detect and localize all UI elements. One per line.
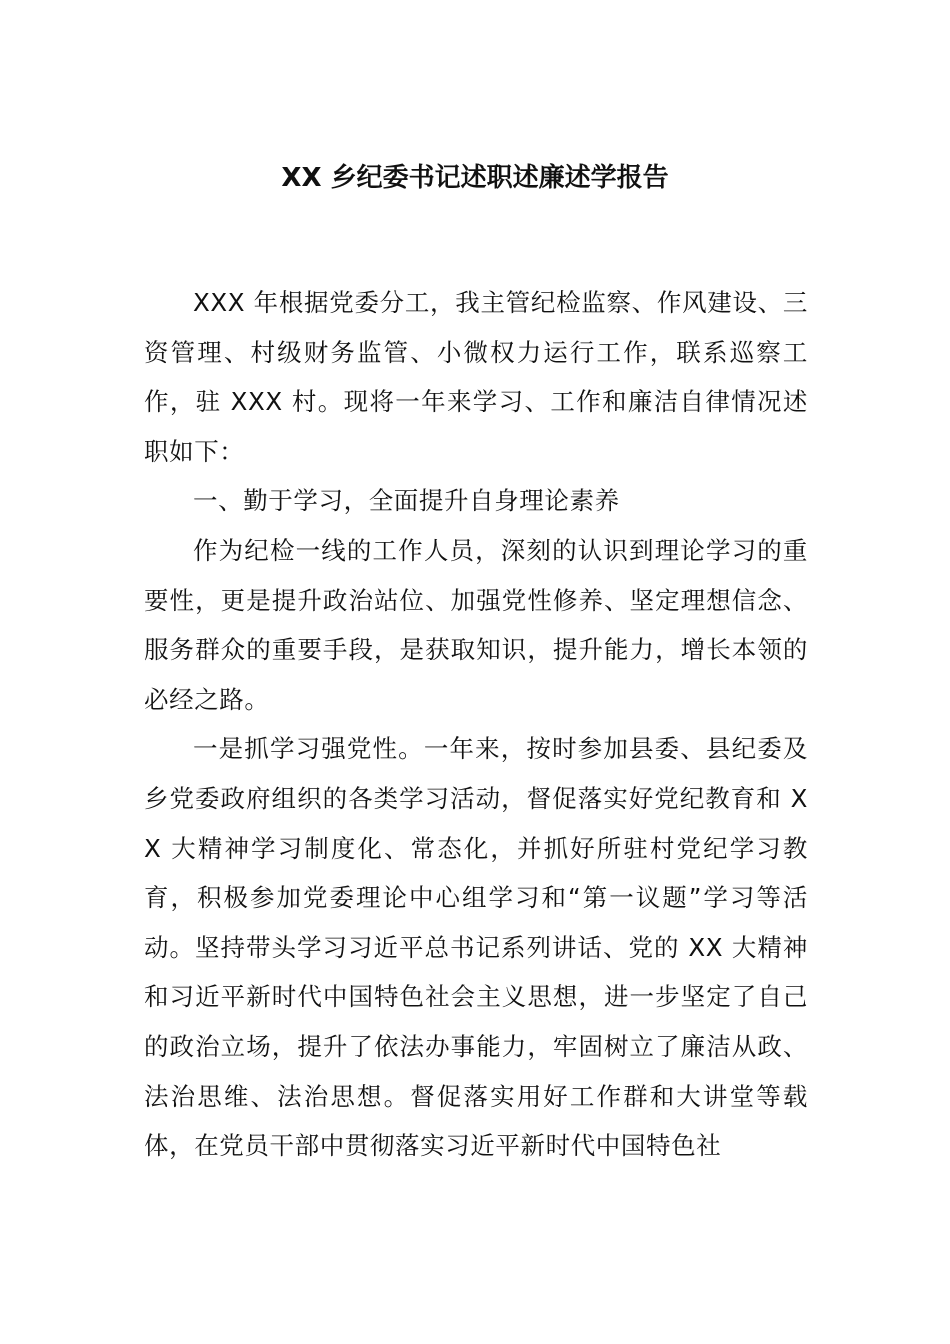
body-paragraph: 作为纪检一线的工作人员，深刻的认识到理论学习的重要性，更是提升政治站位、加强党性修养、坚定理想信念、服务群众的重要手段，是获取知识，提升能力，增长本领的必经之路。 bbox=[144, 535, 808, 714]
document-title: XX 乡纪委书记述职述廉述学报告 bbox=[281, 163, 669, 193]
intro-paragraph: XXX 年根据党委分工，我主管纪检监察、作风建设、三资管理、村级财务监管、小微权力运行工作，联系巡察工作，驻 XXX 村。现将一年来学习、工作和廉洁自律情况述职如下： bbox=[144, 288, 808, 466]
document-body bbox=[144, 278, 808, 1171]
section-heading: 一、勤于学习，全面提升自身理论素养 bbox=[193, 486, 620, 516]
body-paragraph: 一是抓学习强党性。一年来，按时参加县委、县纪委及乡党委政府组织的各类学习活动，督促落实好党纪教育和 XX 大精神学习制度化、常态化，并抓好所驻村党纪学习教育，积极参加党委理论中心组学习和“第一议题”学习等活动。坚持带头学习习近平总书记系列讲话、党的 XX 大精神和习近平新时代中国特色社会主义思想，进一步坚定了自己的政治立场，提升了依法办事能力，牢固树立了廉洁从政、法治思维、法治思想。督促落实用好工作群和大讲堂等载体，在党员干部中贯彻落实习近平新时代中国特色社 bbox=[144, 734, 808, 1161]
